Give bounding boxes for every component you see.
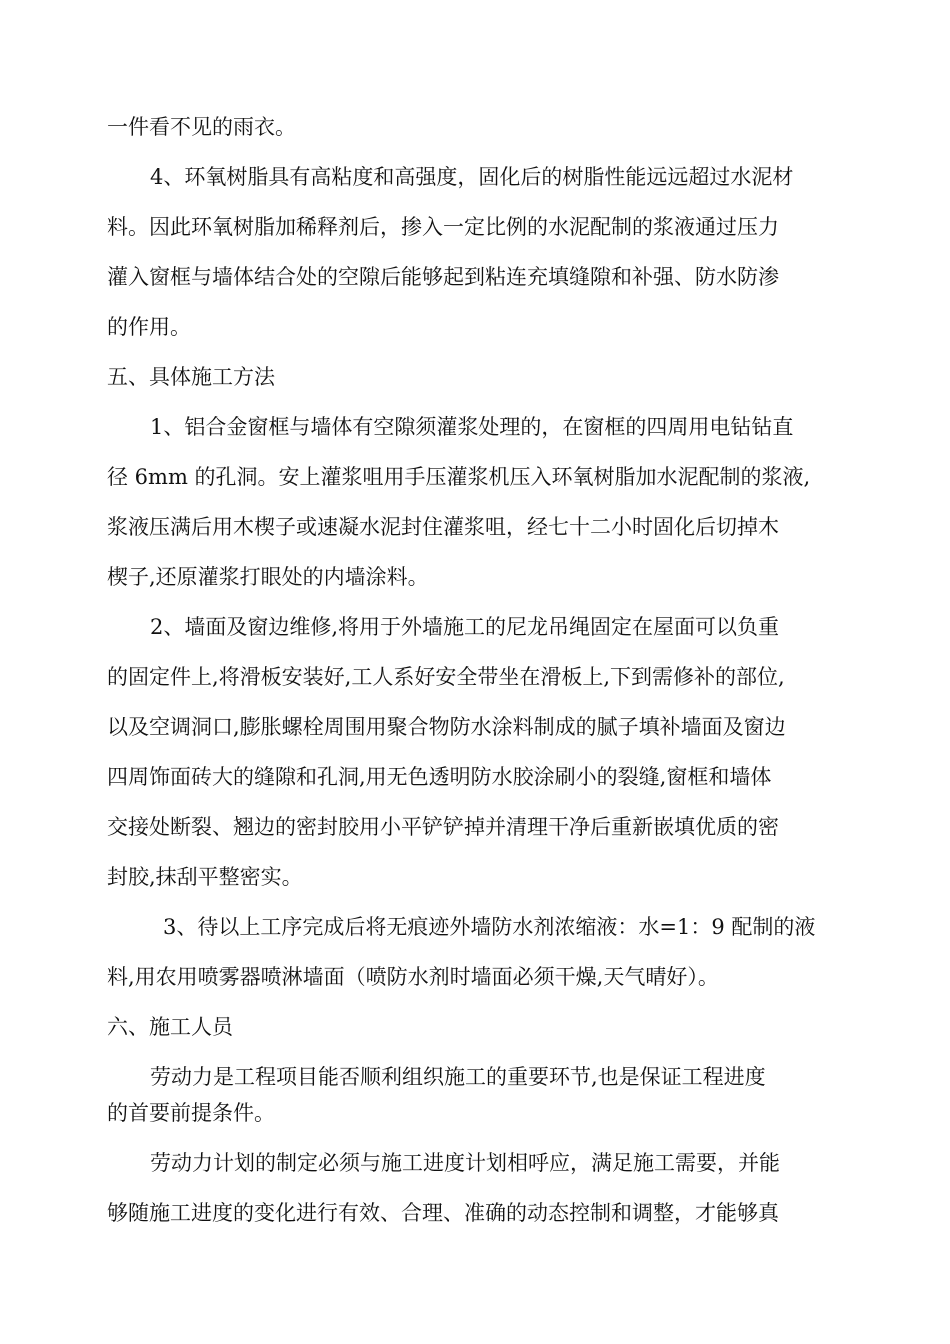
paragraph-line: 径 6mm 的孔洞。安上灌浆咀用手压灌浆机压入环氧树脂加水泥配制的浆液,: [107, 465, 811, 489]
paragraph-line: 料。因此环氧树脂加稀释剂后，掺入一定比例的水泥配制的浆液通过压力: [107, 215, 779, 239]
paragraph-line: 的首要前提条件。: [107, 1101, 275, 1125]
paragraph-line: 劳动力计划的制定必须与施工进度计划相呼应，满足施工需要，并能: [150, 1151, 780, 1175]
paragraph-line: 4、环氧树脂具有高粘度和高强度，固化后的树脂性能远远超过水泥材: [150, 165, 794, 189]
section-heading: 五、具体施工方法: [107, 365, 275, 389]
paragraph-line: 一件看不见的雨衣。: [107, 115, 296, 139]
paragraph-line: 楔子,还原灌浆打眼处的内墙涂料。: [107, 565, 429, 589]
paragraph-line: 料,用农用喷雾器喷淋墙面（喷防水剂时墙面必须干燥,天气晴好）。: [107, 965, 719, 989]
paragraph-line: 交接处断裂、翘边的密封胶用小平铲铲掉并清理干净后重新嵌填优质的密: [107, 815, 779, 839]
paragraph-line: 的作用。: [107, 315, 191, 339]
paragraph-line: 浆液压满后用木楔子或速凝水泥封住灌浆咀，经七十二小时固化后切掉木: [107, 515, 779, 539]
paragraph-line: 的固定件上,将滑板安装好,工人系好安全带坐在滑板上,下到需修补的部位,: [107, 665, 785, 689]
paragraph-line: 2、墙面及窗边维修,将用于外墙施工的尼龙吊绳固定在屋面可以负重: [150, 615, 780, 639]
paragraph-line: 劳动力是工程项目能否顺利组织施工的重要环节,也是保证工程进度: [150, 1065, 766, 1089]
paragraph-line: 3、待以上工序完成后将无痕迹外墙防水剂浓缩液：水=1：9 配制的液: [163, 915, 816, 939]
paragraph-line: 封胶,抹刮平整密实。: [107, 865, 303, 889]
section-heading: 六、施工人员: [107, 1015, 233, 1039]
paragraph-line: 以及空调洞口,膨胀螺栓周围用聚合物防水涂料制成的腻子填补墙面及窗边: [107, 715, 786, 739]
paragraph-line: 灌入窗框与墙体结合处的空隙后能够起到粘连充填缝隙和补强、防水防渗: [107, 265, 779, 289]
paragraph-line: 四周饰面砖大的缝隙和孔洞,用无色透明防水胶涂刷小的裂缝,窗框和墙体: [107, 765, 772, 789]
paragraph-line: 1、铝合金窗框与墙体有空隙须灌浆处理的，在窗框的四周用电钻钻直: [150, 415, 794, 439]
paragraph-line: 够随施工进度的变化进行有效、合理、准确的动态控制和调整，才能够真: [107, 1201, 779, 1225]
